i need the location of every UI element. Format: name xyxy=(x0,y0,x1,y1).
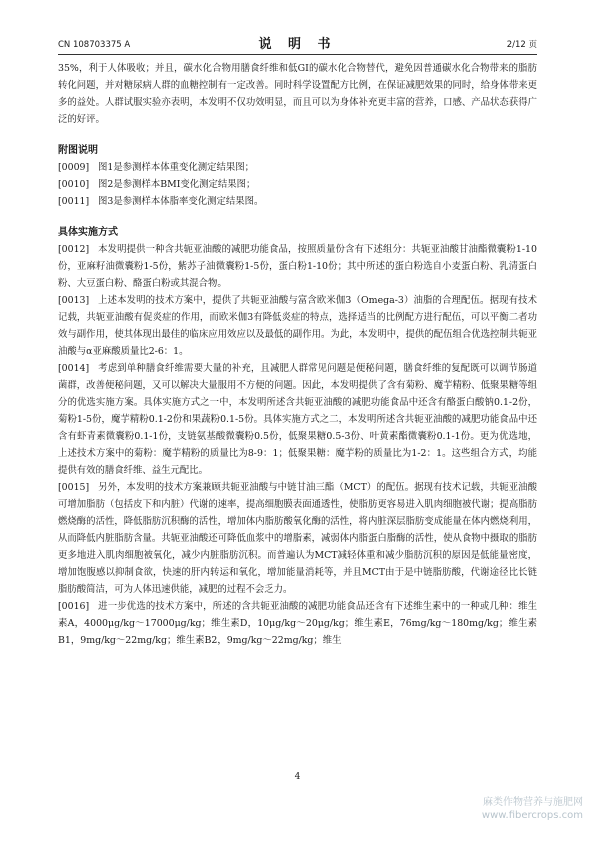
paragraph-number: [0015] xyxy=(58,482,90,493)
paragraph-text: 上述本发明的技术方案中，提供了共轭亚油酸与富含欧米伽3（Omega-3）油脂的合理配伍。据现有技术记载，共轭亚油酸有促炎症的作用，而欧米伽3有降低炎症的特点，选择适当的比例配方进行配伍，可以平衡二者功效与副作用，使其体现出最佳的临床应用效应以及最低的副作用。为此，本发明中，提供的配伍组合优选控制共轭亚油酸与α亚麻酸质量比2-6：1。 xyxy=(58,295,537,357)
paragraph-number: [0013] xyxy=(58,295,90,306)
body-paragraph xyxy=(58,241,537,292)
document-body xyxy=(58,60,537,649)
figure-item xyxy=(58,193,537,210)
paragraph-number: [0016] xyxy=(58,601,90,612)
paragraph-text: 考虑到单种膳食纤维需要大量的补充，且减肥人群常见问题是便秘问题，膳食纤维的复配既可以调节肠道菌群，改善便秘问题，又可以解决大量服用不方便的问题。因此，本发明提供了含有菊粉、魔芋精粉、低聚果糖等组分的优选实施方案。具体实施方式之一中，本发明所述含共轭亚油酸的减肥功能食品中还含有酪蛋白酸钠0.1-2份，菊粉1-5份，魔芋精粉0.1-2份和果蔬粉0.1-5份。具体实施方式之二，本发明所述含共轭亚油酸的减肥功能食品中还含有虾青素微囊粉0.1-1份，支链氨基酸微囊粉0.5份，低聚果糖0.5-3份、叶黄素酯微囊粉0.1-1份。更为优选地，上述技术方案中的菊粉：魔芋精粉的质量比为8-9：1；低聚果糖：魔芋粉的质量比为1-2：1。这些组合方式，均能提供有效的膳食纤维、益生元配比。 xyxy=(58,363,537,476)
paragraph-text: 本发明提供一种含共轭亚油酸的减肥功能食品，按照质量份含有下述组分：共轭亚油酸甘油酯微囊粉1-10份，亚麻籽油微囊粉1-5份，紫苏子油微囊粉1-5份，蛋白粉1-10份；其中所述的蛋白粉选自小麦蛋白粉、乳清蛋白粉、大豆蛋白粉、酪蛋白粉或其混合物。 xyxy=(58,244,537,289)
paragraph-text: 另外，本发明的技术方案兼顾共轭亚油酸与中链甘油三酯（MCT）的配伍。据现有技术记载，共轭亚油酸可增加脂肪（包括皮下和内脏）代谢的速率，提高细胞膜表面通透性，使脂肪更容易进入肌肉细胞被代谢；提高脂肪燃烧酶的活性，降低脂肪沉积酶的活性，增加体内脂肪酸氧化酶的活性，将内脏深层脂肪变成能量在体内燃烧利用，从而降低内脏脂肪含量。共轭亚油酸还可降低血浆中的增脂素，减弱体内脂蛋白脂酶的活性，使从食物中摄取的脂肪更多地进入肌肉细胞被氧化，减少内脏脂肪沉积。而普遍认为MCT减轻体重和减少脂肪沉积的原因是低能量密度，增加饱腹感以抑制食欲，快速的肝内转运和氧化，增加能量消耗等，并且MCT由于是中链脂肪酸，代谢途径比长链脂肪酸简洁，可为人体迅速供能，减肥的过程不会乏力。 xyxy=(58,482,537,595)
page-number: 4 xyxy=(294,772,301,782)
paragraph-number: [0014] xyxy=(58,363,90,374)
page-header xyxy=(58,34,537,55)
body-paragraph xyxy=(58,292,537,360)
paragraph-number: [0010] xyxy=(58,179,90,190)
figure-item xyxy=(58,176,537,193)
figures-section-title: 附图说明 xyxy=(58,145,98,156)
document-type-title: 说 明 书 xyxy=(258,37,337,52)
body-paragraph xyxy=(58,598,537,649)
figure-item xyxy=(58,159,537,176)
paragraph-text: 进一步优选的技术方案中，所述的含共轭亚油酸的减肥功能食品还含有下述维生素中的一种或几种：维生素A，4000μg/kg～17000μg/kg；维生素D，10μg/kg～20μg/kg；维生素E，76mg/kg～180mg/kg；维生素B1，9mg/kg～22mg/kg；维生素B2，9mg/kg～22mg/kg；维生 xyxy=(58,601,537,646)
embodiment-section-title: 具体实施方式 xyxy=(58,227,118,238)
watermark-title: 麻类作物营养与施肥网 xyxy=(483,797,583,808)
intro-paragraph: 35%，利于人体吸收；并且，碳水化合物用膳食纤维和低GI的碳水化合物替代，避免因普通碳水化合物带来的脂肪转化问题，并对糖尿病人群的血糖控制有一定改善。同时科学设置配方比例，在保证减肥效果的同时，给身体带来更多的益处。人群试服实验亦表明，本发明不仅功效明显，而且可以为身体补充更丰富的营养，口感、产品状态获得广泛的好评。 xyxy=(58,63,537,125)
figure-text: 图3是参测样本体脂率变化测定结果图。 xyxy=(98,196,264,207)
body-paragraph xyxy=(58,479,537,598)
body-paragraph xyxy=(58,360,537,479)
paragraph-number: [0012] xyxy=(58,244,90,255)
site-watermark xyxy=(482,796,583,822)
figure-text: 图2是参测样本BMI变化测定结果图； xyxy=(98,179,256,190)
paragraph-number: [0011] xyxy=(58,196,90,207)
watermark-url: www.fibercrops.com xyxy=(481,810,583,821)
figure-text: 图1是参测样本体重变化测定结果图； xyxy=(98,162,254,173)
patent-number: CN 108703375 A xyxy=(58,40,131,50)
page-indicator: 2/12 页 xyxy=(506,40,537,50)
paragraph-number: [0009] xyxy=(58,162,90,173)
